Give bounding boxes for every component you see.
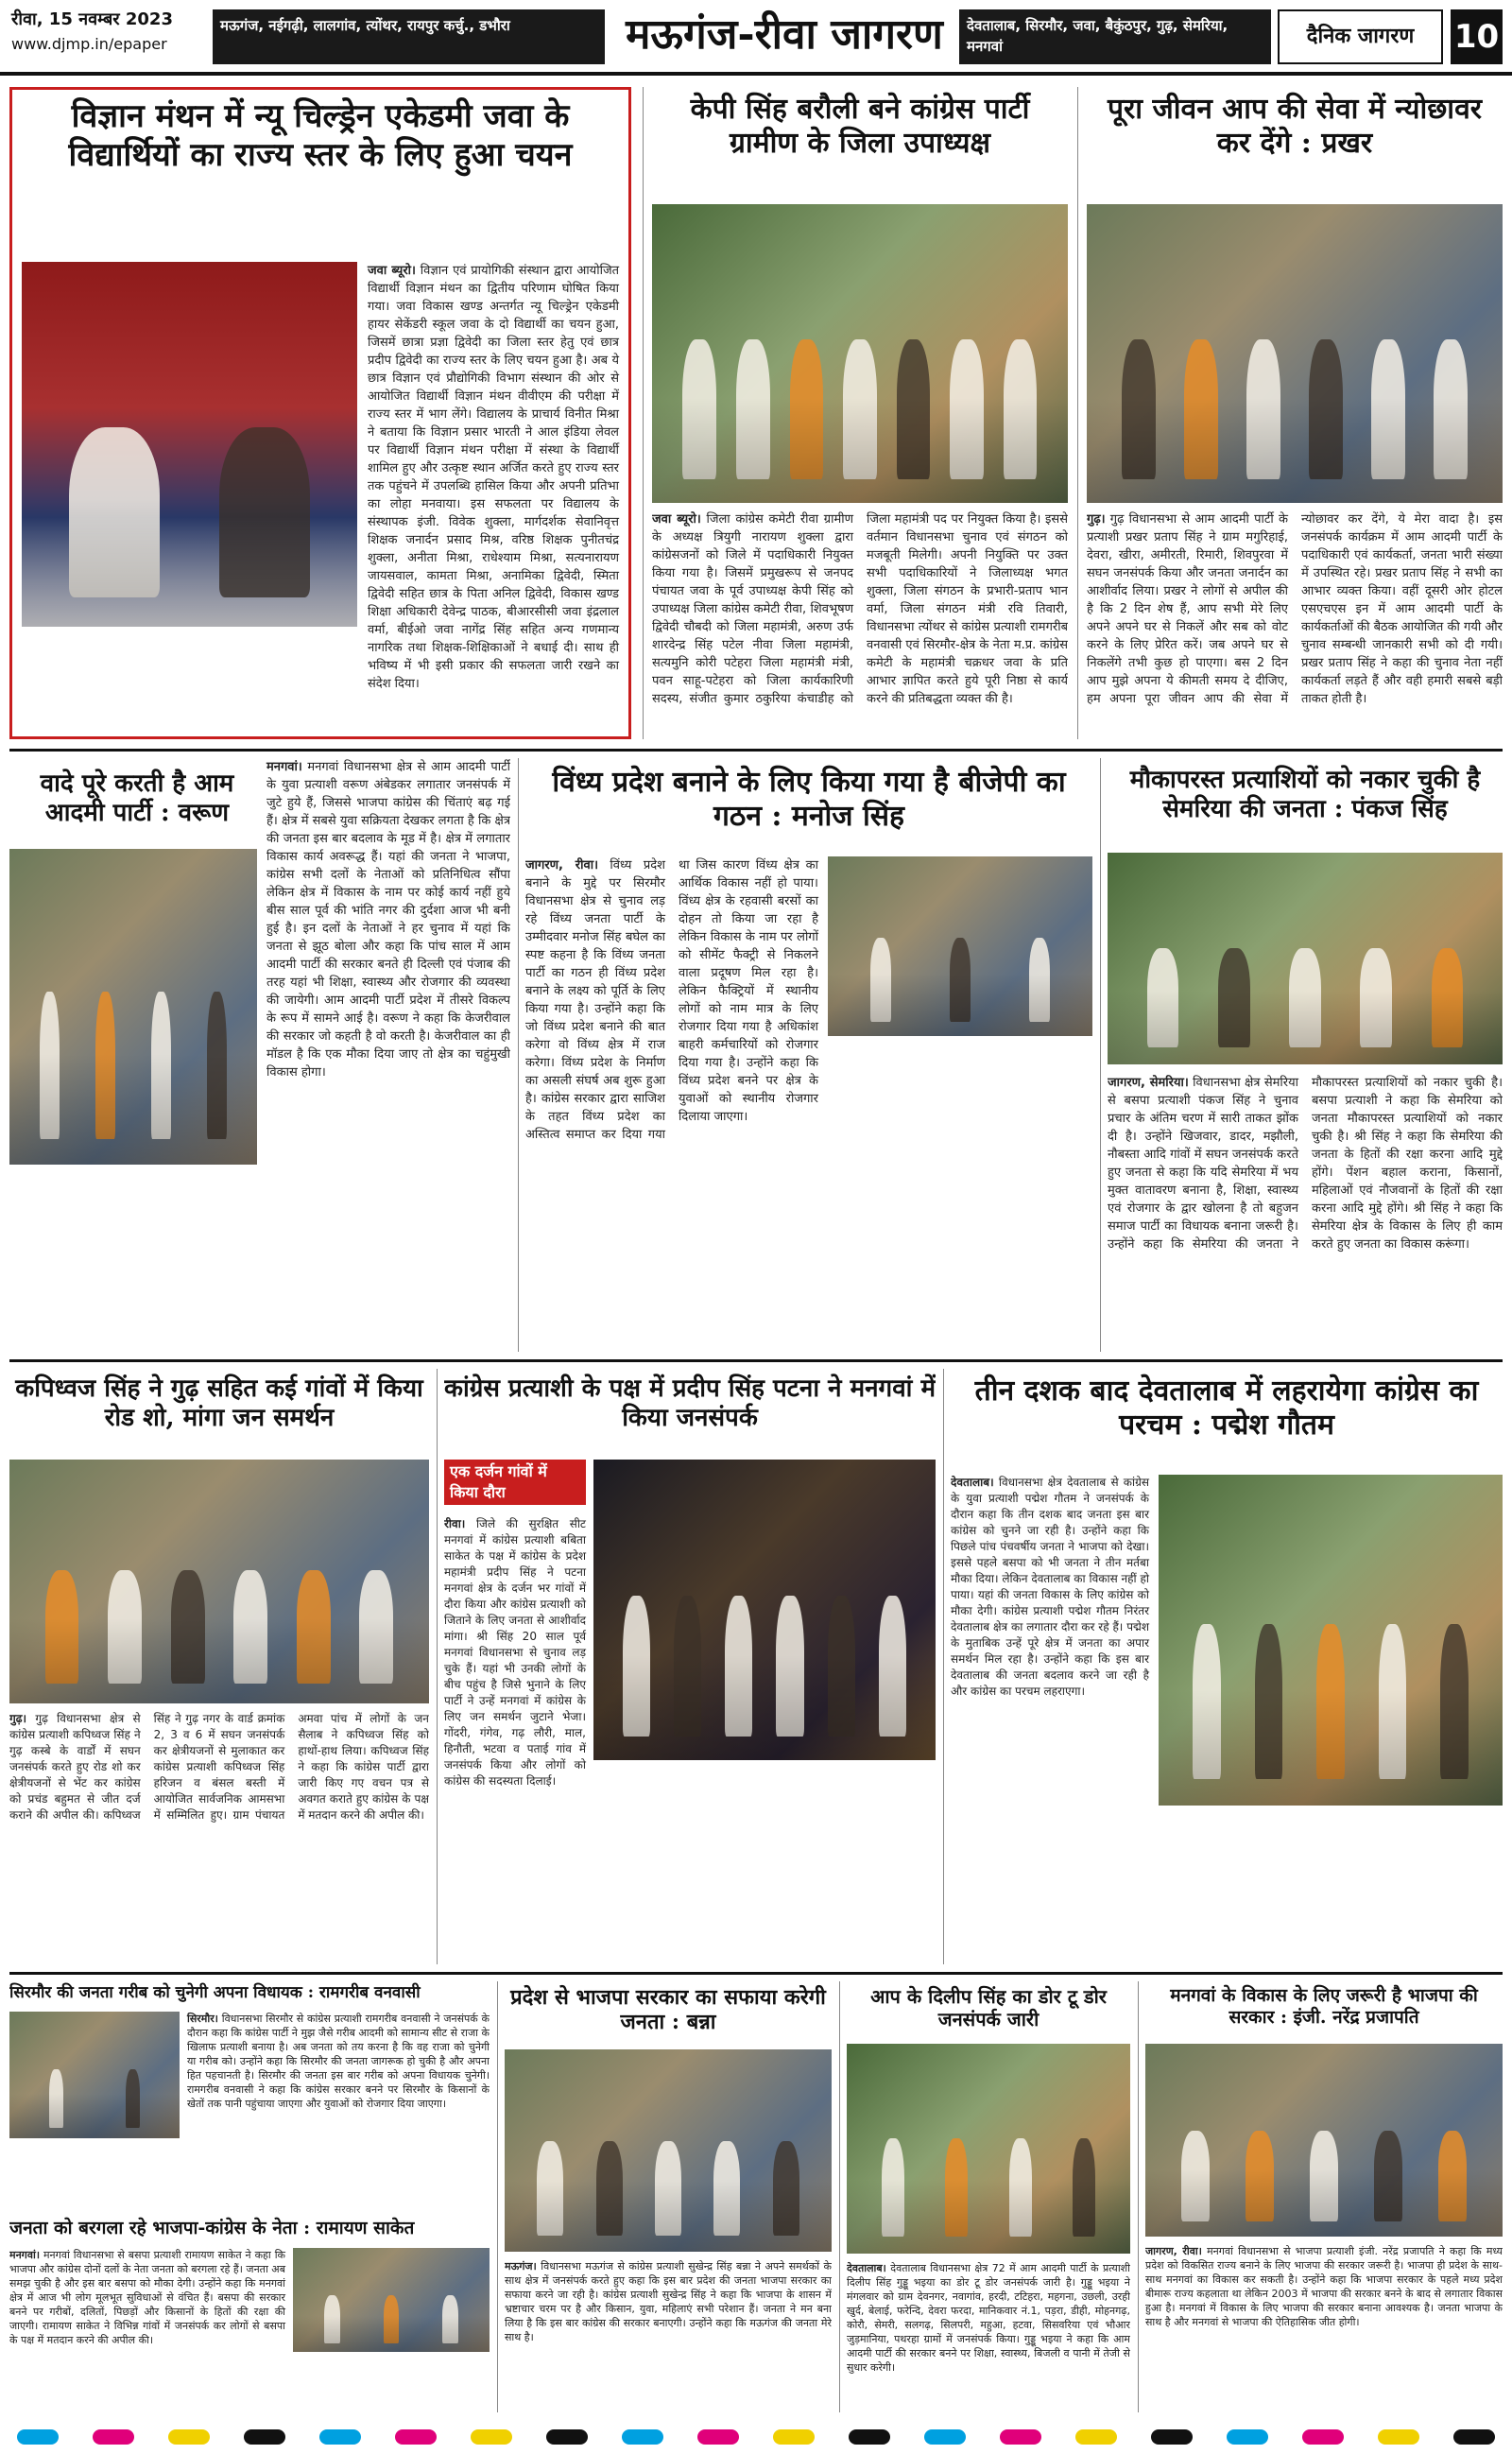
registration-mark [1453,2429,1495,2445]
body-text: देवतालाब विधानसभा क्षेत्र 72 में आम आदमी पार्टी के प्रत्याशी दिलीप सिंह गुड्डू भइया का डोर टू डोर जनसंपर्क जारी है। गुड्डू भइया ने मंगलवार को ग्राम देवनगर, नवागांव, हरदी, टटिहरा, महगना, उछली, उरही खुर्द, बेलाई, फरेन्दि, देवरा फरदा, मानिकवार नं.1, पड़रा, डीही, मोहनगढ़, कोरौ, सेमरी, सलगढ़, सिलपरी, महुआ, हटवा, सिसवरिया एवं भौआर जुड़मानिया, पथरहा ग्रामों में जनसंपर्क किया। गुड्डू भइया ने कहा कि आम आदमी पार्टी की सरकार बनने पर शिक्षा, स्वास्थ्य, बिजली व पानी में तेजी से सुधार करेगी। [847,2262,1130,2374]
headline: कपिध्वज सिंह ने गुढ़ सहित कई गांवों में किया रोड शो, मांगा जन समर्थन [15,1374,423,1433]
rally-photo [1145,2044,1503,2237]
body-text: विधानसभा क्षेत्र देवतालाब से कांग्रेस के युवा प्रत्याशी पद्मेश गौतम ने जनसंपर्क के दौरान कहा कि तीन दशक बाद जनता इस बार कांग्रेस को चुनने जा रही है। उन्होंने कहा कि पिछले पांच पंचवर्षीय जनता ने भाजपा को देखा। इससे पहले बसपा को भी जनता ने तीन मर्तबा मौका दिया। लेकिन देवतालाब का विकास नहीं हो पाया। यहां की जनता विकास के लिए कांग्रेस को मौका देगी। कांग्रेस प्रत्याशी पद्मेश गौतम निरंतर देवतालाब क्षेत्र का लगातार दौरा कर रहे हैं। पद्मेश के मुताबिक उन्हें पूरे क्षेत्र में जनता का अपार समर्थन मिल रहा है। उन्होंने कहा कि इस बार देवतालाब की जनता बदलाव करने जा रही है और कांग्रेस का परचम लहराएगा। [951,1476,1149,1698]
story-body [525,856,818,1348]
story-body [9,2248,285,2411]
body-text: जिला कांग्रेस कमेटी रीवा ग्रामीण के अध्यक्ष त्रियुगी नारायण शुक्ला द्वारा कांग्रेसजनों को जिले में पदाधिकारी नियुक्त किया गया है। जिसमें प्रमुखरूप से जनपद पंचायत जवा के पूर्व उपाध्यक्ष केपी सिंह को उपाध्यक्ष जिला कांग्रेस कमेटी रीवा, शिवभूषण द्विवेदी चौबदी को जिला महामंत्री, अरुण उर्फ शारदेन्द्र सिंह पटेल नीवा जिला महामंत्री, सत्यमुनि कोरी पटेहरा जिला महामंत्री मंत्री, पवन साहू-पटेहरा को जिला कार्यकारिणी सदस्य, संजीत कुमार ठकुरिया कंचाडीह को जिला महामंत्री पद पर नियुक्त किया है। इससे वर्तमान विधानसभा चुनाव एवं संगठन को मजबूती मिलेगी। अपनी नियुक्ति पर उक्त सभी पदाधिकारियों ने जिलाध्यक्ष भगत शुक्ला, जिला संगठन के प्रभारी-प्रताप भान वर्मा, जिला संगठन मंत्री रवि तिवारी, विधानसभा त्योंथर से कांग्रेस प्रत्याशी रामगरीब वनवासी एवं सिरमौर-क्षेत्र के नेता म.प्र. कांग्रेस कमेटी के महामंत्री चक्रधर जवा के प्रति आभार ज्ञापित करते हुये पूरी निष्ठा से कार्य करने की प्रतिबद्धता व्यक्त की है। [652,512,1068,706]
headline: आप के दिलीप सिंह का डोर टू डोर जनसंपर्क जारी [870,1985,1107,2031]
headline: तीन दशक बाद देवतालाब में लहरायेगा कांग्रेस का परचम : पद्मेश गौतम [974,1374,1479,1442]
body-text: मनगवां विधानसभा से भाजपा प्रत्याशी इंजी. नरेंद्र प्रजापति ने कहा कि मध्य प्रदेश को विकसित राज्य बनाने के लिए भाजपा की सरकार जरूरी है। भाजपा ही प्रदेश के साथ-साथ मनगवां का विकास कर सकती है। उन्होंने कहा कि भाजपा सरकार के पहले मध्य प्रदेश बीमारू राज्य कहलाता था लेकिन 2003 में भाजपा की सरकार बनने के बाद से लगातार विकास हुआ है। मनगवां में विकास के लिए भाजपा की सरकार बनाना आवश्यक है। जनता भाजपा के साथ है और मनगवां से भाजपा की ऐतिहासिक जीत होगी। [1145,2245,1503,2328]
dateline: जागरण, रीवा। [525,858,598,873]
newspaper-brand: दैनिक जागरण [1278,9,1443,64]
dateline: जागरण, रीवा। [1145,2245,1202,2257]
students-photo [22,262,357,627]
kicker: एक दर्जन गांवों में किया दौरा [444,1460,586,1505]
story-body [187,2012,490,2204]
column-divider [437,1369,438,1964]
rally-photo [293,2248,490,2352]
column-divider [643,87,644,739]
body-text: जिले की सुरक्षित सीट मनगवां में कांग्रेस प्रत्याशी बबिता साकेत के पक्ष में कांग्रेस के प्रदेश महामंत्री प्रदीप सिंह ने पटना मनगवां क्षेत्र के दर्जन भर गांवों में दौरा किया और कांग्रेस प्रत्याशी को जिताने के लिए जनता से आशीर्वाद मांगा। श्री सिंह 20 साल पूर्व मनगवां विधानसभा से चुनाव लड़ चुके हैं। यहां भी उनकी लोगों के बीच पहुंच है जिसे भुनाने के लिए पार्टी ने उन्हें मनगवां में कांग्रेस के लिए जन समर्थन जुटाने भेजा। गोंदरी, गंगेव, गढ़ लौरी, माल, हिनौती, भटवा व पताई गांव में जनसंपर्क किया और लोगों को कांग्रेस की सदस्यता दिलाई। [444,1517,586,1788]
story-body [1087,510,1503,735]
body-text: गुढ़ विधानसभा से आम आदमी पार्टी के प्रत्याशी प्रखर प्रताप सिंह ने ग्राम मगुरिहाई, देवरा, खीरा, अमीरती, रिमारी, शिवपुरवा में सघन जनसंपर्क किया और जनता जनार्दन का आशीर्वाद लिया। प्रखर ने लोगों से अपील की है कि 2 दिन शेष हैं, आप सभी मेरे लिए अपने अपने घर से निकलें और सब को वोट करने के लिए प्रेरित करें। जब अपने घर से निकलेंगे तभी कुछ हो पाएगा। बस 2 दिन आप मुझे अपना ये कीमती समय दे दीजिए, हम अपना पूरा जीवन आप की सेवा में न्योछावर कर देंगे, ये मेरा वादा है। इस जनसंपर्क कार्यक्रम में आम आदमी पार्टी के पदाधिकारी एवं कार्यकर्ता, जनता भारी संख्या में उपस्थित रहे। प्रखर प्रताप सिंह ने सभी का आभार व्यक्त किया। वहीं दूसरी ओर होटल एसएचएस इन में आम आदमी पार्टी के कार्यकर्ताओं की बैठक आयोजित की गयी और चुनाव सम्बन्धी जानकारी सभी को दी गयी। प्रखर प्रताप सिंह ने कहा की चुनाव नेता नहीं कार्यकर्ता लड़ते हैं और वही हमारी सबसे बड़ी ताकत होती है। [1087,512,1503,706]
campaign-photo [1087,204,1503,503]
page-number: 10 [1451,9,1503,64]
headline: प्रदेश से भाजपा सरकार का सफाया करेगी जनता : बन्ना [510,1985,826,2035]
masthead-left-places: मऊगंज, नईगढ़ी, लालगांव, त्योंथर, रायपुर कर्चु., डभौरा [213,9,605,64]
column-divider [1077,87,1078,739]
registration-mark [546,2429,588,2445]
roadshow-photo [9,849,257,1165]
dateline: मनगवां। [9,2249,41,2261]
registration-mark [395,2429,437,2445]
appointment-photo [652,204,1068,503]
registration-mark [924,2429,966,2445]
registration-mark [319,2429,361,2445]
dateline: मनगवां। [266,760,302,774]
row-rule [9,1359,1503,1362]
roadshow-photo [9,1460,429,1703]
headline: जनता को बरगला रहे भाजपा-कांग्रेस के नेता : रामायण साकेत [9,2218,415,2238]
headline: पूरा जीवन आप की सेवा में न्योछावर कर देंगे : प्रखर [1107,93,1483,160]
body-text: विंध्य प्रदेश बनाने के मुद्दे पर सिरमौर विधानसभा क्षेत्र से चुनाव लड़ रहे विंध्य जनता पार्टी के उम्मीदवार मनोज सिंह बघेल का स्पष्ट कहना है कि विंध्य जनता पार्टी का गठन ही विंध्य प्रदेश बनाने के लक्ष्य को पूर्ति के लिए किया गया है। उन्होंने कहा कि जो विंध्य प्रदेश बनाने की बात करेगा वो विंध्य क्षेत्र में राज करेगा। विंध्य प्रदेश के निर्माण का असली संघर्ष अब शुरू हुआ है। कांग्रेस सरकार द्वारा साजिश के तहत विंध्य प्रदेश का अस्तित्व समाप्त कर दिया गया था जिस कारण विंध्य क्षेत्र का आर्थिक विकास नहीं हो पाया। विंध्य क्षेत्र के रहवासी बरसों का दोहन तो किया जा रहा है लेकिन विकास के नाम पर लोगों को सीमेंट फैक्ट्री से निकलने वाला प्रदूषण मिल रहा है। लेकिन फैक्ट्रियों में स्थानीय लोगों को नाम मात्र के लिए रोजगार दिया गया है अधिकांश बाहरी कर्मचारियों को रोजगार दिया गया है। उन्होंने कहा कि विंध्य प्रदेश बनने पर क्षेत्र के युवाओं को स्थानीय रोजगार दिलाया जाएगा। [525,858,818,1142]
edition-date: रीवा, 15 नवम्बर 2023 [11,9,173,29]
body-text: विधानसभा क्षेत्र सेमरिया से बसपा प्रत्याशी पंकज सिंह ने चुनाव प्रचार के अंतिम चरण में सारी ताकत झोंक दी है। उन्होंने खिजवार, डादर, मझौली, नौबस्ता आदि गांवों में सघन जनसंपर्क करते हुए जनता से कहा कि यदि सेमरिया में भय मुक्त वातावरण बनाना है, शिक्षा, स्वास्थ्य एवं रोजगार के द्वार खोलना है तो बहुजन समाज पार्टी का विधायक बनाना जरूरी है। उन्होंने कहा कि सेमरिया की जनता ने मौकापरस्त प्रत्याशियों को नकार चुकी है। बसपा प्रत्याशी ने कहा कि सेमरिया को जनता मौकापरस्त प्रत्याशियों को नकार चुकी है। श्री सिंह ने कहा कि सेमरिया की जनता के हितों की रक्षा करना आदि मुद्दे होंगे। पेंशन बहाल कराना, किसानों, महिलाओं एवं नौजवानों के हितों की रक्षा करना आदि मुद्दे होंगे। श्री सिंह ने कहा कि सेमरिया क्षेत्र के विकास के लिए ही काम करते हुए जनता का विकास करूंगा। [1108,1076,1503,1252]
column-divider [1100,758,1101,1352]
registration-mark [622,2429,663,2445]
dateline: मऊगंज। [505,2260,537,2273]
dateline: देवतालाब। [951,1476,994,1489]
headline: कांग्रेस प्रत्याशी के पक्ष में प्रदीप सिंह पटना ने मनगवां में किया जनसंपर्क [444,1374,936,1433]
story-ramayan-saket[interactable] [9,2216,490,2412]
headline: वादे पूरे करती है आम आदमी पार्टी : वरूण [40,769,234,828]
dateline: सिरमौर। [187,2013,218,2025]
registration-mark [773,2429,815,2445]
masthead-date-block [11,8,200,57]
body-text: विज्ञान एवं प्रायोगिकी संस्थान द्वारा आयोजित विद्यार्थी विज्ञान मंथन का द्वितीय परिणाम घोषित किया गया। जवा विकास खण्ड अन्तर्गत न्यू चिल्ड्रेन एकेडमी हायर सेकेंडरी स्कूल जवा के दो विद्यार्थी का चयन हुआ, जिसमें छात्रा प्रज्ञा द्विवेदी का जिला स्तर हेतु एवं छात्र प्रदीप द्विवेदी का राज्य स्तर के लिए चयन हुआ है। अब ये छात्र विज्ञान एवं प्रौद्योगिकी विभाग संस्थान की ओर से आयोजित विद्यार्थी विज्ञान मंथन वीवीएम की परीक्षा में राज्य स्तर में भाग लेंगे। विद्यालय के प्राचार्य विनीत मिश्रा ने बताया कि विज्ञान प्रसार भारती ने आल इंडिया लेवल पर विद्यार्थी विज्ञान मंथन परीक्षा में संस्था के विद्यार्थी शामिल हुए और उत्कृष्ट स्थान अर्जित करते हुए राज्य स्तर तक पहुंचने में उपलब्धि हासिल किया और अपनी प्रतिभा का लोहा मनवाया। इस सफलता पर विद्यालय के संस्थापक इंजी. विवेक शुक्ला, मार्गदर्शक सेवानिवृत्त शिक्षक जनार्दन प्रसाद मिश्र, वरिष्ठ शिक्षक पुनीतचंद्र शुक्ला, अनीता मिश्रा, राधेश्याम मिश्रा, सत्यनारायण जायसवाल, कामता मिश्रा, अनामिका द्विवेदी, स्मिता द्विवेदी सहित छात्र के पिता अनिल द्विवेदी, विकास खण्ड शिक्षा अधिकारी देवेन्द्र पाठक, बीआरसीसी जवा इंद्रलाल वर्मा, बीईओ जवा नागेंद्र सिंह सहित अन्य गणमान्य नागरिक तथा शिक्षक-शिक्षिकाओं ने बधाई दी। साथ ही भविष्य में भी इसी प्रकार की सफलता जारी रखने का संदेश दिया। [368,264,620,691]
row-rule [9,749,1503,752]
story-body [9,1711,429,1961]
epaper-url[interactable]: www.djmp.in/epaper [11,35,167,53]
story-pankaj-singh[interactable] [1108,758,1503,1352]
column-divider [497,1981,498,2412]
story-body [505,2259,832,2409]
print-registration-strip [0,2420,1512,2454]
story-ramgarib[interactable] [9,1981,490,2208]
story-padmesh-gautam[interactable] [951,1369,1503,1964]
story-body [444,1516,586,1961]
dateline: रीवा। [444,1517,466,1530]
registration-mark [697,2429,739,2445]
registration-mark [849,2429,890,2445]
column-divider [839,1981,840,2412]
dateline: जवा ब्यूरो। [652,512,701,527]
registration-mark [1378,2429,1419,2445]
night-rally-photo [593,1460,936,1760]
headline: मनगवां के विकास के लिए जरूरी है भाजपा की सरकार : इंजी. नरेंद्र प्रजापति [1170,1985,1478,2028]
story-manoj-singh[interactable] [525,758,1092,1352]
body-text: मनगवां विधानसभा क्षेत्र से आम आदमी पार्टी के युवा प्रत्याशी वरूण अंबेडकर लगातार जनसंपर्क में जुटे हुये हैं, जिससे भाजपा कांग्रेस की चिंताएं बढ़ गई हैं। क्षेत्र में सबसे युवा सक्रियता देखकर लगता है कि क्षेत्र की जनता इस बार बदलाव के मूड में है। क्षेत्र में लगातार विकास कार्य अवरूद्ध हैं। यहां की जनता ने भाजपा, कांग्रेस सभी दलों के नेताओं को प्रतिनिधित्व सौंपा लेकिन क्षेत्र में विकास के नाम पर कोई कार्य नहीं हुये बीस साल पूर्व की भांति नगर की दुर्दशा आज भी बनी हुई है। इन दलों के नेताओं ने हर चुनाव में यहां कि जनता से झूठ बोला और कहा कि पांच साल में आम आदमी पार्टी की सरकार बनते ही दिल्ली एवं पंजाब की तरह यहां भी शिक्षा, स्वास्थ्य और रोजगार की व्यवस्था की जायेगी। आम आदमी पार्टी प्रदेश में तीसरे विकल्प के रूप में सामने आई है। वरूण ने कहा कि केजरीवाल की सरकार जो कहती है वो करती है। केजरीवाल का ही मॉडल है कि एक मौका दिया जाए तो क्षेत्र का चहुंमुखी विकास होगा। [266,760,510,1080]
registration-mark [244,2429,285,2445]
kicker-box [444,1460,586,1505]
registration-mark [1227,2429,1268,2445]
headline: विज्ञान मंथन में न्यू चिल्ड्रेन एकेडमी जवा के विद्यार्थियों का राज्य स्तर के लिए हुआ चयन [68,97,573,174]
story-body [652,510,1068,735]
dateline: गुढ़। [1087,512,1106,527]
body-text: गुढ़ विधानसभा क्षेत्र से कांग्रेस प्रत्याशी कपिध्वज सिंह ने गुढ़ कस्बे के वार्डों में सघन जनसंपर्क करते हुए रोड शो कर क्षेत्रीयजनों से भेंट कर कांग्रेस को प्रचंड बहुमत से जीत दर्ज कराने की अपील की। कपिध्वज सिंह ने गुढ़ नगर के वार्ड क्रमांक 2, 3 व 6 में सघन जनसंपर्क कर क्षेत्रीयजनों से मुलाकात कर कांग्रेस प्रत्याशी कपिध्वज सिंह हरिजन व बंसल बस्ती में आयोजित सार्वजनिक आमसभा में सम्मिलित हुए। ग्राम पंचायत अमवा पांच में लोगों के जन सैलाब ने कपिध्वज सिंह को हाथों-हाथ लिया। कपिध्वज सिंह ने कहा कि कांग्रेस पार्टी द्वारा जारी किए गए वचन पत्र से अवगत कराते हुए कांग्रेस के पक्ष में मतदान करने की अपील की। [9,1712,429,1822]
headline: सिरमौर की जनता गरीब को चुनेगी अपना विधायक : रामगरीब वनवासी [9,1983,421,2002]
campaign-photo [1108,853,1503,1064]
story-body [1108,1074,1503,1348]
rally-photo [1159,1475,1503,1806]
candidate-photo [9,2012,180,2138]
story-body [1145,2244,1503,2409]
story-dilip-singh[interactable] [847,1981,1130,2412]
story-body [847,2261,1130,2409]
registration-mark [17,2429,59,2445]
registration-mark [168,2429,210,2445]
story-pradeep-patna[interactable] [444,1369,936,1964]
masthead-right-places: देवतालाब, सिरमौर, जवा, बैकुंठपुर, गुढ़, सेमरिया, मनगवां [959,9,1271,64]
headline: विंध्य प्रदेश बनाने के लिए किया गया है बीजेपी का गठन : मनोज सिंह [552,766,1066,833]
registration-mark [1075,2429,1117,2445]
column-divider [1138,1981,1139,2412]
body-text: विधानसभा सिरमौर से कांग्रेस प्रत्याशी रामगरीब वनवासी ने जनसंपर्क के दौरान कहा कि कांग्रेस पार्टी ने मुझ जैसे गरीब आदमी को सामान्य सीट से राजा के खिलाफ प्रत्याशी बनाया है। अब जनता को तय करना है कि वह राजा को चुनेगी या गरीब को। उन्होंने कहा कि सिरमौर की जनता जागरूक हो चुकी है और अपना हित पहचानती है। सिरमौर की जनता इस बार गरीब को अपना विधायक चुनेगी। रामगरीब वनवासी ने कहा कि कांग्रेस सरकार बनने पर सिरमौर के किसानों के खेतों तक पानी पहुंचाया जाएगा और युवाओं को रोजगार दिया जाएगा। [187,2013,490,2110]
dateline: देवतालाब। [847,2262,886,2274]
registration-mark [471,2429,512,2445]
registration-mark [93,2429,134,2445]
registration-mark [1302,2429,1344,2445]
headline: केपी सिंह बरौली बने कांग्रेस पार्टी ग्रामीण के जिला उपाध्यक्ष [690,93,1030,160]
story-prakhar[interactable] [1087,87,1503,739]
body-text: मनगवां विधानसभा से बसपा प्रत्याशी रामायण साकेत ने कहा कि भाजपा और कांग्रेस दोनों दलों के नेता जनता को बरगला रहे हैं। जनता अब समझ चुकी है और इस बार बसपा को मौका देगी। उन्होंने कहा कि मनगवां क्षेत्र में आज भी लोग मूलभूत सुविधाओं से वंचित हैं। बसपा की सरकार बनने पर गरीबों, दलितों, पिछड़ों और किसानों के हितों की रक्षा की जाएगी। रामायण साकेत ने विभिन्न गांवों में जनसंपर्क कर लोगों से बसपा के पक्ष में मतदान करने की अपील की। [9,2249,285,2346]
dateline: गुढ़। [9,1712,27,1725]
story-body [368,262,619,729]
story-body [951,1475,1149,1961]
column-divider [943,1369,944,1964]
column-divider [518,758,519,1352]
masthead [0,0,1512,76]
story-varun[interactable] [9,758,510,1352]
story-vigyan-manthan[interactable] [9,87,631,739]
story-kapidhwaj[interactable] [9,1369,429,1964]
campaign-photo [847,2044,1130,2254]
headline: मौकापरस्त प्रत्याशियों को नकार चुकी है सेमरिया की जनता : पंकज सिंह [1129,766,1481,824]
registration-mark [1000,2429,1041,2445]
registration-mark [1151,2429,1193,2445]
story-banna[interactable] [505,1981,832,2412]
campaign-photo [505,2049,832,2252]
page-title: मऊगंज-रीवा जागरण [626,10,943,59]
story-body [266,758,510,1348]
dateline: जवा ब्यूरो। [368,264,416,278]
story-kp-singh[interactable] [652,87,1068,739]
row-rule [9,1972,1503,1975]
dateline: जागरण, सेमरिया। [1108,1076,1189,1090]
body-text: विधानसभा मऊगंज से कांग्रेस प्रत्याशी सुखेन्द्र सिंह बन्ना ने अपने समर्थकों के साथ क्षेत्र में जनसंपर्क करते हुए कहा कि इस बार प्रदेश की जनता भाजपा सरकार का सफाया करने जा रही है। कांग्रेस प्रत्याशी सुखेन्द्र सिंह ने कहा कि भाजपा के शासन में भ्रष्टाचार चरम पर है और किसान, युवा, महिलाएं सभी परेशान हैं। जनता ने मन बना लिया है कि इस बार कांग्रेस की सरकार बनाएगी। उन्होंने कहा कि मऊगंज की जनता मेरे साथ है। [505,2260,832,2343]
candidate-photo [828,856,1092,1036]
story-narendra-prajapati[interactable] [1145,1981,1503,2412]
